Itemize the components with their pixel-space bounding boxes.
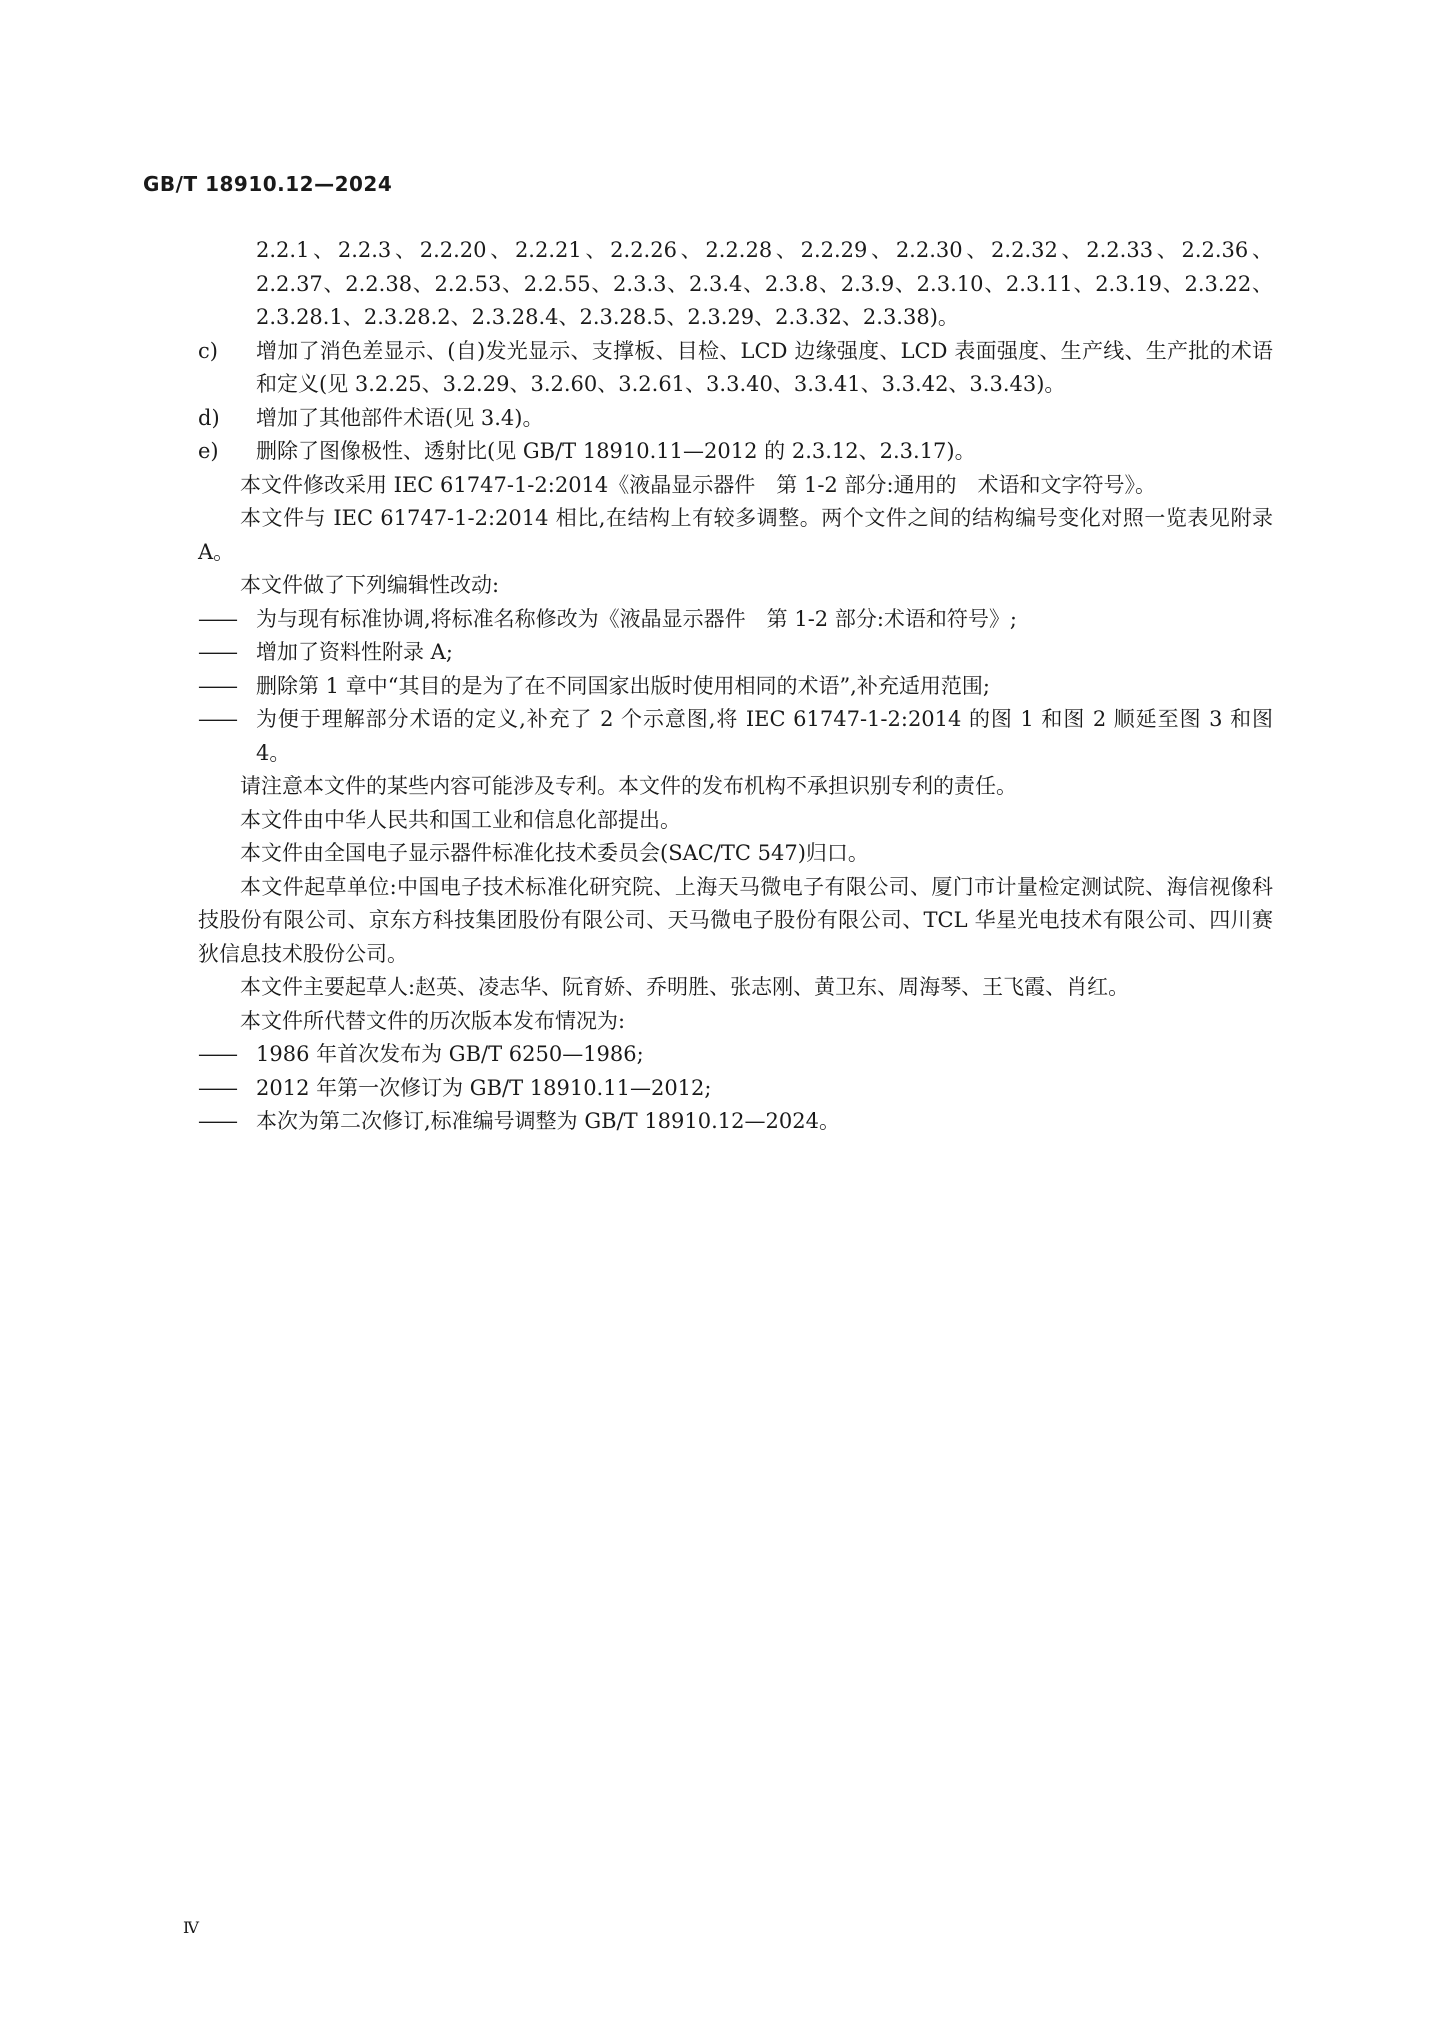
dash-mark: —— bbox=[198, 640, 236, 664]
history-item bbox=[198, 1105, 1273, 1139]
paragraph-drafting-units: 本文件起草单位:中国电子技术标准化研究院、上海天马微电子有限公司、厦门市计量检定测试院、海信视像科技股份有限公司、京东方科技集团股份有限公司、天马微电子股份有限公司、TCL 华星光电技术有限公司、四川赛狄信息技术股份公司。 bbox=[198, 874, 1273, 966]
paragraph-patent: 请注意本文件的某些内容可能涉及专利。本文件的发布机构不承担识别专利的责任。 bbox=[240, 774, 1017, 798]
dash-mark: —— bbox=[198, 707, 236, 731]
paragraph-editorial-intro: 本文件做了下列编辑性改动: bbox=[240, 573, 500, 597]
paragraph-proposer: 本文件由中华人民共和国工业和信息化部提出。 bbox=[240, 807, 681, 832]
dash-mark: —— bbox=[198, 1042, 236, 1066]
editorial-change-item bbox=[198, 636, 1273, 670]
editorial-change-text: 为与现有标准协调,将标准名称修改为《液晶显示器件 第 1-2 部分:术语和符号》; bbox=[256, 606, 1017, 631]
history-item bbox=[198, 1072, 1273, 1106]
history-item bbox=[198, 1038, 1273, 1072]
list-text: 增加了其他部件术语(见 3.4)。 bbox=[256, 405, 544, 430]
paragraph-history-intro: 本文件所代替文件的历次版本发布情况为: bbox=[240, 1008, 626, 1033]
dash-mark: —— bbox=[198, 1109, 236, 1133]
editorial-change-item bbox=[198, 703, 1273, 770]
history-text: 2012 年第一次修订为 GB/T 18910.11—2012; bbox=[256, 1075, 712, 1100]
page-number: Ⅳ bbox=[183, 1918, 199, 1937]
foreword-content bbox=[198, 234, 1273, 1139]
editorial-change-text: 为便于理解部分术语的定义,补充了 2 个示意图,将 IEC 61747-1-2:2014 的图 1 和图 2 顺延至图 3 和图 4。 bbox=[256, 707, 1273, 765]
editorial-change-item bbox=[198, 603, 1273, 637]
paragraph-drafters: 本文件主要起草人:赵英、凌志华、阮育娇、乔明胜、张志刚、黄卫东、周海琴、王飞霞、肖红。 bbox=[240, 975, 1130, 999]
list-item-b-continuation: 2.2.1、2.2.3、2.2.20、2.2.21、2.2.26、2.2.28、2.2.29、2.2.30、2.2.32、2.2.33、2.2.36、2.2.37、2.2.38、2.2.53、2.2.55、2.3.3、2.3.4、2.3.8、2.3.9、2.3.10、2.3.11、2.3.19、2.3.22、2.3.28.1、2.3.28.2、2.3.28.4、2.3.28.5、2.3.29、2.3.32、2.3.38)。 bbox=[256, 238, 1273, 329]
editorial-change-item bbox=[198, 670, 1273, 704]
list-item-c bbox=[198, 335, 1273, 402]
list-text: 增加了消色差显示、(自)发光显示、支撑板、目检、LCD 边缘强度、LCD 表面强度、生产线、生产批的术语和定义(见 3.2.25、3.2.29、3.2.60、3.2.61、3.3.40、3.3.41、3.3.42、3.3.43)。 bbox=[256, 338, 1273, 396]
list-item-d bbox=[198, 402, 1273, 436]
list-label: d) bbox=[198, 405, 220, 430]
paragraph-committee: 本文件由全国电子显示器件标准化技术委员会(SAC/TC 547)归口。 bbox=[240, 841, 869, 865]
list-label: e) bbox=[198, 439, 219, 463]
dash-mark: —— bbox=[198, 606, 236, 631]
editorial-change-text: 增加了资料性附录 A; bbox=[256, 640, 453, 664]
dash-mark: —— bbox=[198, 1075, 236, 1100]
dash-mark: —— bbox=[198, 673, 236, 698]
history-text: 本次为第二次修订,标准编号调整为 GB/T 18910.12—2024。 bbox=[256, 1109, 840, 1133]
list-label: c) bbox=[198, 338, 218, 363]
editorial-change-text: 删除第 1 章中“其目的是为了在不同国家出版时使用相同的术语”,补充适用范围; bbox=[256, 673, 990, 698]
document-id-header: GB/T 18910.12—2024 bbox=[143, 172, 393, 196]
list-text: 删除了图像极性、透射比(见 GB/T 18910.11—2012 的 2.3.12、2.3.17)。 bbox=[256, 439, 976, 463]
paragraph-adoption: 本文件修改采用 IEC 61747-1-2:2014《液晶显示器件 第 1-2 部分:通用的 术语和文字符号》。 bbox=[240, 472, 1157, 497]
history-text: 1986 年首次发布为 GB/T 6250—1986; bbox=[256, 1042, 644, 1066]
paragraph-structure: 本文件与 IEC 61747-1-2:2014 相比,在结构上有较多调整。两个文件之间的结构编号变化对照一览表见附录 A。 bbox=[198, 506, 1273, 564]
list-item-e bbox=[198, 435, 1273, 469]
